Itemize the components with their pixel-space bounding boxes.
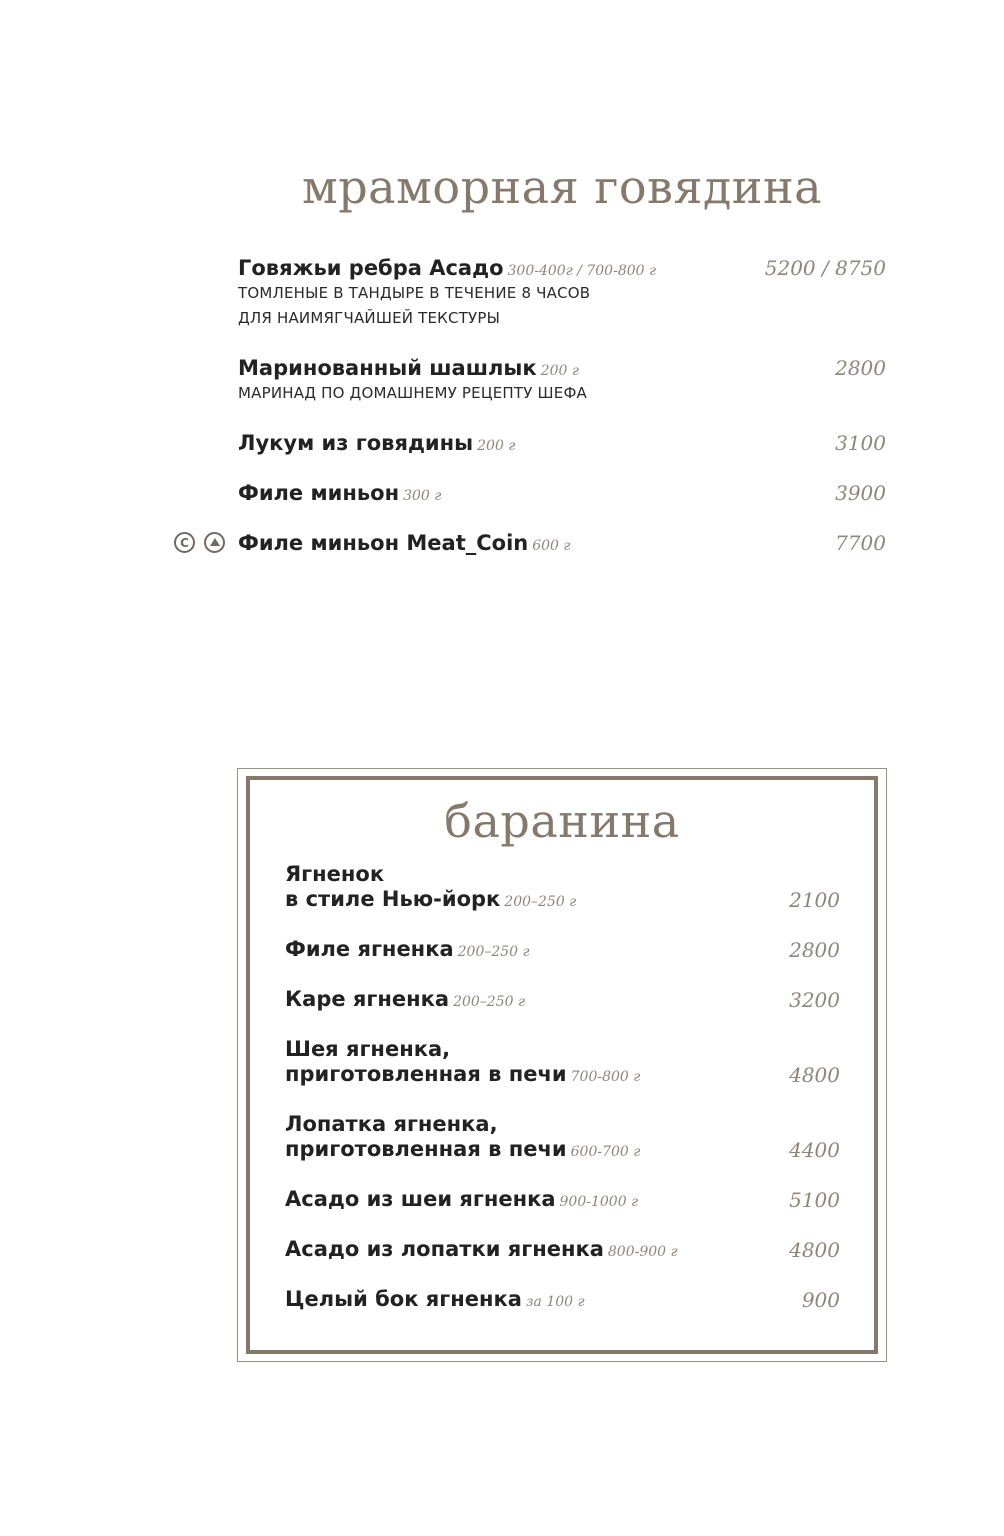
menu-item-lamb-rack: [285, 987, 840, 1012]
item-description-line: МАРИНАД ПО ДОМАШНЕМУ РЕЦЕПТУ ШЕФА: [238, 384, 588, 402]
item-weight: 200 г: [540, 363, 579, 379]
item-name: Филе миньон Meat_Coin: [238, 531, 529, 555]
item-price: 900: [801, 1288, 840, 1312]
item-name-line: Целый бок ягненка: [285, 1287, 522, 1311]
item-description-line: ДЛЯ НАИМЯГЧАЙШЕЙ ТЕКСТУРЫ: [238, 309, 501, 327]
item-weight: 200 г: [477, 438, 516, 454]
item-price: 2800: [789, 938, 840, 962]
item-weight: 300 г: [403, 488, 442, 504]
item-name: Филе миньон: [238, 481, 400, 505]
item-weight: 200–250 г: [457, 944, 530, 960]
item-name: Лукум из говядины: [238, 431, 474, 455]
item-price: 3100: [835, 431, 886, 455]
item-name-line: Асадо из шеи ягненка: [285, 1187, 556, 1211]
item-name: Говяжьи ребра Асадо: [238, 256, 504, 280]
menu-item-filet-mignon: [238, 481, 886, 506]
item-price: 4400: [789, 1138, 840, 1162]
item-weight: 600-700 г: [570, 1144, 641, 1160]
item-price: 2100: [789, 888, 840, 912]
item-name-line: Шея ягненка,: [285, 1037, 451, 1061]
item-price: 2800: [835, 356, 886, 380]
copyright-c-icon: C: [174, 532, 195, 553]
menu-item-lamb-neck: [285, 1037, 840, 1087]
item-name-line: Каре ягненка: [285, 987, 450, 1011]
menu-item-lamb-neck-asado: [285, 1187, 840, 1212]
item-weight: 800-900 г: [607, 1244, 678, 1260]
menu-item-lamb-shoulder-asado: [285, 1237, 840, 1262]
menu-item-lamb-whole-side: [285, 1287, 840, 1312]
item-weight: за 100 г: [525, 1294, 585, 1310]
menu-item-lamb-shoulder: [285, 1112, 840, 1162]
item-name: Маринованный шашлык: [238, 356, 537, 380]
menu-item-filet-mignon-meat-coin: [238, 531, 886, 556]
item-price: 7700: [835, 531, 886, 555]
item-price: 5100: [789, 1188, 840, 1212]
item-price: 3200: [789, 988, 840, 1012]
menu-item-marinated-shashlik: [238, 356, 886, 406]
item-weight: 900-1000 г: [559, 1194, 639, 1210]
item-weight: 300-400г / 700-800 г: [507, 263, 657, 279]
menu-item-lamb-fillet: [285, 937, 840, 962]
item-price: 4800: [789, 1063, 840, 1087]
item-weight: 600 г: [532, 538, 571, 554]
up-arrow-icon: [204, 532, 225, 553]
menu-item-lamb-new-york: [285, 862, 840, 912]
item-name-line: Филе ягненка: [285, 937, 454, 961]
item-name-line: Лопатка ягненка,: [285, 1112, 498, 1136]
item-name-line: Асадо из лопатки ягненка: [285, 1237, 604, 1261]
section-title-beef: мраморная говядина: [301, 160, 823, 214]
item-price: 4800: [789, 1238, 840, 1262]
item-name-line: Ягненок: [285, 862, 385, 886]
item-name-line: приготовленная в печи: [285, 1137, 567, 1161]
item-price: 5200 / 8750: [764, 256, 886, 280]
section-title-lamb: баранина: [444, 794, 680, 848]
item-name-line: приготовленная в печи: [285, 1062, 567, 1086]
item-badges: [174, 532, 225, 553]
menu-item-beef-lukum: [238, 431, 886, 456]
item-description-line: ТОМЛЕНЫЕ В ТАНДЫРЕ В ТЕЧЕНИЕ 8 ЧАСОВ: [238, 284, 591, 302]
item-weight: 200–250 г: [504, 894, 577, 910]
item-weight: 200–250 г: [453, 994, 526, 1010]
item-price: 3900: [835, 481, 886, 505]
menu-item-asado-ribs: [238, 256, 886, 331]
item-name-line: в стиле Нью-йорк: [285, 887, 501, 911]
item-weight: 700-800 г: [570, 1069, 641, 1085]
